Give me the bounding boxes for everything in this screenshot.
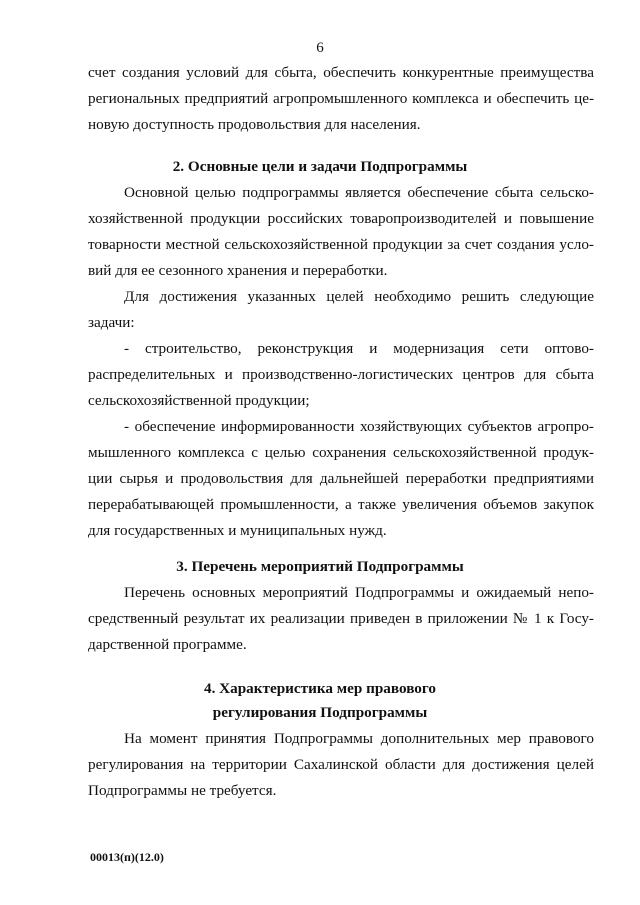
section-4-heading-line-2: регулирования Подпрограммы bbox=[212, 704, 428, 721]
text-line: распределительных и производственно-логистических центров для сбыта bbox=[88, 366, 594, 383]
section-2-task-1 bbox=[88, 336, 594, 414]
text-line: - строительство, реконструкция и модернизация сети оптово- bbox=[124, 340, 594, 357]
text-line: счет создания условий для сбыта, обеспечить конкурентные преимущества bbox=[88, 64, 594, 81]
text-line: Подпрограммы не требуется. bbox=[88, 782, 277, 799]
text-line: хозяйственной продукции российских товаропроизводителей и повышение bbox=[88, 210, 594, 227]
text-line: перерабатывающей промышленности, а также увеличения объемов закупок bbox=[88, 496, 594, 513]
section-2-heading: 2. Основные цели и задачи Подпрограммы bbox=[172, 158, 468, 175]
text-line: новую доступность продовольствия для населения. bbox=[88, 116, 421, 133]
text-line: - обеспечение информированности хозяйствующих субъектов агропро- bbox=[124, 418, 594, 435]
text-line: Основной целью подпрограммы является обеспечение сбыта сельско- bbox=[124, 184, 594, 201]
document-code: 00013(п)(12.0) bbox=[90, 850, 164, 864]
section-3-heading: 3. Перечень мероприятий Подпрограммы bbox=[176, 558, 464, 575]
section-2-paragraph-1 bbox=[88, 180, 594, 284]
text-line: региональных предприятий агропромышленного комплекса и обеспечить це- bbox=[88, 90, 594, 107]
page-number: 6 bbox=[316, 40, 324, 56]
text-line: товарности местной сельскохозяйственной продукции за счет создания усло- bbox=[88, 236, 594, 253]
section-4-paragraph-1 bbox=[88, 726, 594, 804]
section-4-heading-line-1: 4. Характеристика мер правового bbox=[203, 680, 437, 697]
text-line: мышленного комплекса с целью сохранения сельскохозяйственной продук- bbox=[88, 444, 594, 461]
text-line: На момент принятия Подпрограммы дополнительных мер правового bbox=[124, 730, 594, 747]
section-3-paragraph-1 bbox=[88, 580, 594, 658]
text-line: дарственной программе. bbox=[88, 636, 247, 653]
intro-paragraph bbox=[88, 60, 594, 138]
text-line: задачи: bbox=[88, 314, 135, 331]
section-2-task-2 bbox=[88, 414, 594, 544]
text-line: Для достижения указанных целей необходимо решить следующие bbox=[124, 288, 594, 305]
section-2-paragraph-2 bbox=[88, 284, 594, 336]
text-line: ции сырья и продовольствия для дальнейшей переработки предприятиями bbox=[88, 470, 594, 487]
text-line: регулирования на территории Сахалинской области для достижения целей bbox=[88, 756, 594, 773]
text-line: средственный результат их реализации приведен в приложении № 1 к Госу- bbox=[88, 610, 594, 627]
text-line: сельскохозяйственной продукции; bbox=[88, 392, 310, 409]
text-line: для государственных и муниципальных нужд. bbox=[88, 522, 387, 539]
text-line: вий для ее сезонного хранения и переработки. bbox=[88, 262, 388, 279]
text-line: Перечень основных мероприятий Подпрограммы и ожидаемый непо- bbox=[124, 584, 594, 601]
